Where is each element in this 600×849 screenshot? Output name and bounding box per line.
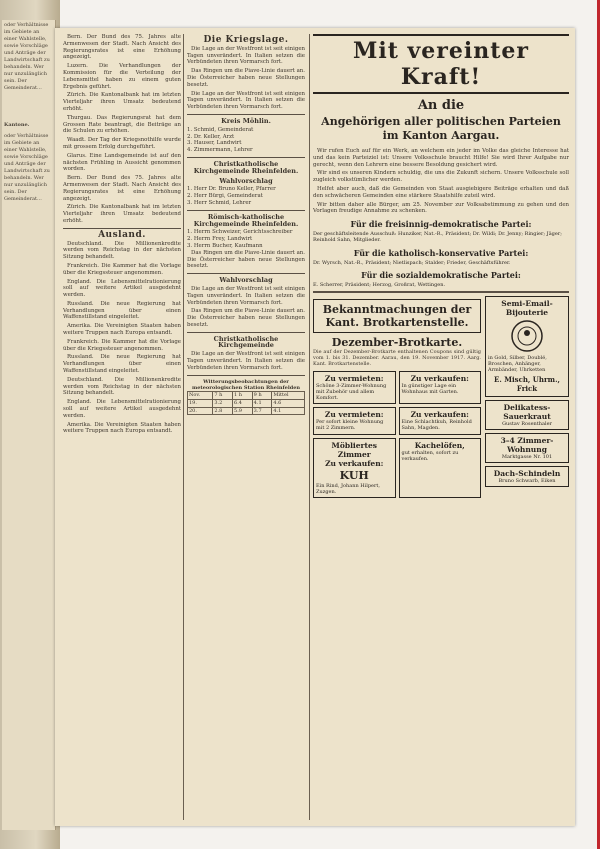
- column-3: [313, 34, 569, 820]
- list-item: 1. Herrn Schweizer, Gerichtsschreiber: [187, 229, 293, 236]
- paragraph: Bern. Der Bund des 75. Jahres alte Armenwesen der Stadt. Nach Ansicht des Regierungsrates ist eine Erhöhung angezeigt.: [63, 34, 181, 61]
- paragraph: Helfet aber auch, daß die Gemeinden von Staat ausgiebigere Beiträge erhalten und daß den schwächeren Gemeinden eine stärkere Staatshilfe zuteil wird.: [313, 185, 569, 199]
- paragraph: Das Ringen um die Piave-Linie dauert an. Die Österreicher haben neue Stellungen besetzt.: [187, 68, 305, 88]
- party-members: Dr. Wyrsch, Nat.-R., Präsident; Nietlispach; Stalder; Frieder, Geschäftsführer.: [313, 259, 511, 266]
- list-item: 4. Zimmermann, Lehrer: [187, 147, 253, 154]
- proposal-heading: Wahlvorschlag: [219, 176, 273, 185]
- divider: [63, 228, 181, 229]
- paragraph: Die Lage an der Westfront ist seit einigen Tagen unverändert. In Italien setzen die Verbündeten ihren Vormarsch fort.: [187, 90, 305, 111]
- table-row: Nov. 7 h 1 h 9 h Mittel: [188, 392, 305, 400]
- divider: [313, 291, 569, 293]
- left-page-text-2: oder Verhältnisse im Gebiete an einer Wahlstelle, sowie Vorschläge und Anträge der Landwirtschaft zu behandeln. Wer nur unzulänglich sein. Der Gemeinderat...: [4, 133, 50, 202]
- column-1: [63, 34, 181, 820]
- proposal-heading-2: Wahlvorschlag: [219, 276, 273, 285]
- ad: Zu vermieten: Schöne 3-Zimmer-Wohnung mit Zubehör und allem Komfort.: [313, 371, 396, 405]
- party-members: E. Scherrer, Präsident; Herzog, Großrat, Wettingen.: [313, 281, 446, 288]
- ad: Möbliertes Zimmer Zu verkaufen: KUH Ein Rind, Johann Hilpert, Zuzgen.: [313, 438, 396, 498]
- column-2: [187, 34, 305, 820]
- divider: [187, 375, 305, 376]
- medallion-icon: [507, 319, 547, 353]
- paragraph: Russland. Die neue Regierung hat Verhandlungen über einen Waffenstillstand eingeleitet.: [63, 354, 181, 375]
- divider: [187, 114, 305, 115]
- ad: Kachelöfen, gut erhalten, sofort zu verkaufen.: [399, 438, 482, 498]
- paragraph: Russland. Die neue Regierung hat Verhandlungen über einen Waffenstillstand eingeleitet.: [63, 300, 181, 321]
- paragraph: Luzern. Die Verhandlungen der Kommission für die Verteilung der Lebensmittel haben zu einem guten Ergebnis geführt.: [63, 63, 181, 90]
- paragraph: Deutschland. Die Millionenkredite werden vom Reichstag in der nächsten Sitzung behandelt.: [63, 240, 181, 261]
- ad: Zu verkaufen: Eine Schlachtkuh, Reinhold Sahn, Magden.: [399, 407, 482, 434]
- bread-card-text: Die auf der Dezember-Brotkarte enthaltenen Coupons sind gültig vom 1. bis 31. Dezember. Aarau, den 19. November 1917. Aarg. Kant. Brotkartenstelle.: [313, 348, 481, 368]
- bread-card-heading: Dezember-Brotkarte.: [331, 335, 463, 349]
- paragraph: Zürich. Die Kantonalbank hat im letzten Vierteljahr ihren Umsatz bedeutend erhöht.: [63, 204, 181, 224]
- paragraph: Thurgau. Das Regierungsrat hat dem Grossen Rate beantragt, die Beiträge an die Schulen zu erhöhen.: [63, 114, 181, 135]
- ausland-heading: Ausland.: [98, 229, 146, 240]
- list-item: 2. Herrn Frey, Landwirt: [187, 236, 253, 243]
- banner-headline: Mit vereinter Kraft!: [313, 34, 569, 94]
- list-item: 3. Herrn Bucher, Kaufmann: [187, 242, 263, 249]
- ad: Zu vermieten: Per sofort kleine Wohnung mit 2 Zimmern.: [313, 407, 396, 434]
- sauerkraut-ad: Delikatess-Sauerkraut Gustav Rosenthaler: [485, 400, 569, 430]
- column-rule: [309, 34, 310, 820]
- left-page: [2, 20, 56, 830]
- paragraph: England. Die Lebensmittelrationierung soll auf weitere Artikel ausgedehnt werden.: [63, 278, 181, 299]
- column-rule: [183, 34, 184, 820]
- paragraph: Die Lage an der Westfront ist seit einigen Tagen unverändert. In Italien setzen die Verbündeten ihren Vormarsch fort.: [187, 351, 305, 371]
- apartment-ad: 3–4 Zimmer-Wohnung Marktgasse Nr. 101: [485, 433, 569, 463]
- paragraph: Deutschland. Die Millionenkredite werden vom Reichstag in der nächsten Sitzung behandelt.: [63, 376, 181, 397]
- list-item: 3. Herr Schmid, Lehrer: [187, 199, 252, 206]
- addressees: Angehörigen aller politischen Parteien im Kanton Aargau.: [321, 115, 561, 142]
- paragraph: Zürich. Die Kantonalbank hat im letzten Vierteljahr ihren Umsatz bedeutend erhöht.: [63, 92, 181, 112]
- paragraph: Waadt. Der Tag der Kriegsnothilfe wurde mit grossem Erfolg durchgeführt.: [63, 137, 181, 150]
- list-item: 3. Hauser, Landwirt: [187, 140, 242, 147]
- church-heading-3: Christkatholische Kirchgemeinde: [213, 334, 279, 350]
- weather-caption: Witterungsbeobachtungen der meteorologischen Station Rheinfelden: [191, 378, 301, 391]
- church-heading: Christkatholische Kirchgemeinde Rheinfelden.: [193, 159, 299, 175]
- party-name: Für die freisinnig-demokratische Partei:: [350, 219, 532, 230]
- list-item: 2. Dr. Keller, Arzt: [187, 133, 235, 140]
- divider: [187, 273, 305, 274]
- divider: [187, 210, 305, 211]
- newspaper-page: [55, 28, 575, 826]
- list-item: 1. Schmid, Gemeinderat: [187, 126, 254, 133]
- left-page-heading: Kantone.: [4, 122, 30, 128]
- district-heading: Kreis Möhlin.: [221, 116, 271, 125]
- table-row: 19. 3.2 6.4 4.1 4.6: [188, 399, 305, 407]
- paragraph: Die Lage an der Westfront ist seit einigen Tagen unverändert. In Italien setzen die Verbündeten ihren Vormarsch fort.: [187, 285, 305, 306]
- paragraph: Amerika. Die Vereinigten Staaten haben weitere Truppen nach Europa entsandt.: [63, 323, 181, 337]
- ad: Zu verkaufen: In günstiger Lage ein Wohnhaus mit Garten.: [399, 371, 482, 405]
- paragraph: Die Lage an der Westfront ist seit einigen Tagen unverändert. In Italien setzen die Verbündeten ihren Vormarsch fort.: [187, 45, 305, 66]
- left-page-text: oder Verhältnisse im Gebiete an einer Wahlstelle, sowie Vorschläge und Anträge der Landwirtschaft zu behandeln. Wer nur unzulänglich sein. Der Gemeinderat...: [4, 22, 50, 91]
- party-name: Für die katholisch-konservative Partei:: [353, 247, 529, 258]
- notice-title: Bekanntmachungen der Kant. Brotkartenstelle.: [322, 302, 472, 329]
- paragraph: Frankreich. Die Kammer hat die Vorlage über die Kriegssteuer angenommen.: [63, 338, 181, 352]
- paragraph: Frankreich. Die Kammer hat die Vorlage über die Kriegssteuer angenommen.: [63, 262, 181, 276]
- church-heading-2: Römisch-katholische Kirchgemeinde Rheinfelden.: [193, 212, 299, 228]
- notice-box: [313, 299, 481, 333]
- table-row: 20. 2.8 5.9 3.7 4.1: [188, 407, 305, 415]
- jewelry-ad: Semi-Email-Bijouterie in Gold, Silber, Doublé, Broschen, Anhänger, Armbänder, Uhrketten E. Misch, Uhrm., Frick: [485, 296, 569, 397]
- party-members: Der geschäftsleitende Ausschuß: Hunziker, Nat.-R., Präsident; Dr. Wildi; Dr. Jenny; Ringier; Jäger; Reinhold Sahn, Mitglieder.: [313, 231, 562, 244]
- party-name: Für die sozialdemokratische Partei:: [361, 269, 521, 280]
- list-item: 2. Herr Bürgi, Gemeinderat: [187, 193, 263, 200]
- an-die: An die: [417, 98, 465, 113]
- divider: [187, 157, 305, 158]
- paragraph: Bern. Der Bund des 75. Jahres alte Armenwesen der Stadt. Nach Ansicht des Regierungsrates ist eine Erhöhung angezeigt.: [63, 175, 181, 202]
- war-situation-heading: Die Kriegslage.: [203, 35, 289, 45]
- paragraph: Das Ringen um die Piave-Linie dauert an. Die Österreicher haben neue Stellungen besetzt.: [187, 308, 305, 328]
- paragraph: Amerika. Die Vereinigten Staaten haben weitere Truppen nach Europa entsandt.: [63, 421, 181, 435]
- paragraph: Wir rufen Euch auf für ein Werk, an welchem ein jeder im Volke das gleiche Interesse hat und das kein Parteiziel ist: Unsere Volksschule braucht Hilfe! Sie wird Ihrer Aufgabe nur gerecht, wenn den Lehrern eine bessere Besoldung gesichert wird.: [313, 148, 569, 168]
- paragraph: Das Ringen um die Piave-Linie dauert an. Die Österreicher haben neue Stellungen besetzt.: [187, 249, 305, 270]
- list-item: 1. Herr Dr. Bruno Keller, Pfarrer: [187, 186, 276, 193]
- paragraph: Glarus. Eine Landsgemeinde ist auf den nächsten Frühling in Aussicht genommen worden.: [63, 152, 181, 173]
- paragraph: England. Die Lebensmittelrationierung soll auf weitere Artikel ausgedehnt werden.: [63, 399, 181, 419]
- paragraph: Wir bitten daher alle Bürger, am 25. November zur Volksabstimmung zu gehen und den Vorlagen freudige Annahme zu schenken.: [313, 201, 569, 215]
- weather-table: [187, 391, 305, 415]
- divider: [187, 332, 305, 333]
- shingle-ad: Dach-Schindeln Bruno Schwarb, Eiken: [485, 466, 569, 487]
- paragraph: Wir sind es unseren Kindern schuldig, die uns die Zukunft sichern. Unsere Volksschule soll zugleich volkstümlicher werden.: [313, 170, 569, 184]
